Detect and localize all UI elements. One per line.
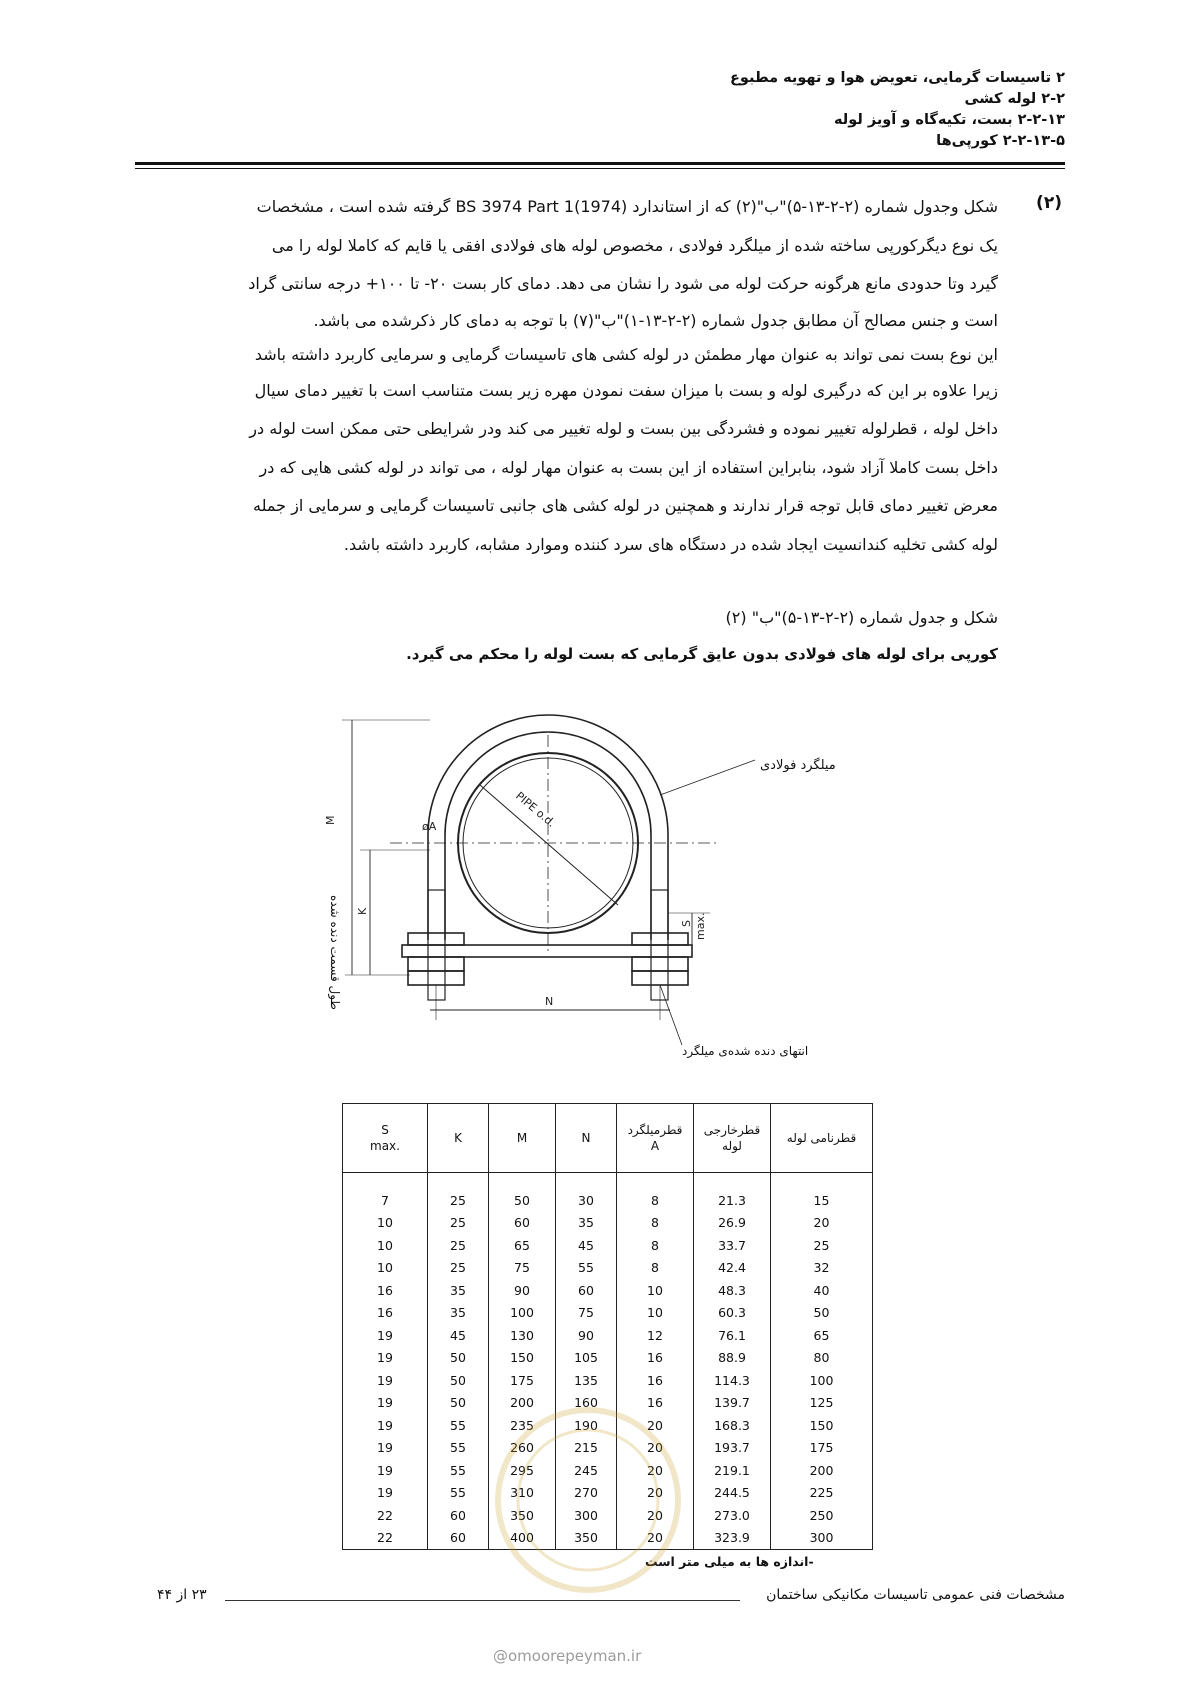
table-cell: 50 xyxy=(489,1189,556,1212)
header-line-4: ۲-۲-۱۳-۵ کورپی‌ها xyxy=(936,133,1065,149)
table-cell: 33.7 xyxy=(694,1234,771,1257)
body-line: است و جنس مصالح آن مطابق جدول شماره (۲-۲-۱۳-۱)"ب"(۷) با توجه به دمای کار ذکرشده می باشد. xyxy=(313,310,998,330)
body-line: معرض تغییر دمای قابل توجه قرار ندارند و همچنین در لوله کشی های جانبی تاسیسات گرمایی و سرمایی از جمله xyxy=(253,496,998,515)
table-cell: 16 xyxy=(343,1279,428,1302)
dim-n-label: N xyxy=(545,995,554,1008)
table-cell: 50 xyxy=(428,1347,489,1370)
table-cell: 20 xyxy=(617,1414,694,1437)
table-cell: 75 xyxy=(489,1257,556,1280)
table-cell: 55 xyxy=(428,1437,489,1460)
col-nominal: قطرنامی لوله xyxy=(771,1104,873,1173)
header-rule-thin xyxy=(135,168,1065,169)
table-cell: 22 xyxy=(343,1527,428,1550)
table-cell: 35 xyxy=(428,1279,489,1302)
dim-a-label: øA xyxy=(422,820,437,833)
page-header xyxy=(730,68,1065,152)
table-cell: 25 xyxy=(428,1234,489,1257)
table-cell: 215 xyxy=(556,1437,617,1460)
table-cell: 16 xyxy=(617,1369,694,1392)
u-bolt-drawing xyxy=(324,715,780,1100)
table-cell: 40 xyxy=(771,1279,873,1302)
table-cell: 350 xyxy=(489,1504,556,1527)
table-cell: 175 xyxy=(489,1369,556,1392)
table-cell: 22 xyxy=(343,1504,428,1527)
table-cell: 50 xyxy=(771,1302,873,1325)
footer-title: مشخصات فنی عمومی تاسیسات مکانیکی ساختمان xyxy=(766,1587,1065,1603)
table-cell: 323.9 xyxy=(694,1527,771,1550)
col-a: قطرمیلگرد A xyxy=(617,1104,694,1173)
table-cell: 20 xyxy=(617,1437,694,1460)
table-cell: 45 xyxy=(428,1324,489,1347)
table-cell: 60 xyxy=(489,1212,556,1235)
body-line: شکل وجدول شماره (۲-۲-۱۳-۵)"ب"(۲) که از استاندارد (BS 3974 Part 1(1974 گرفته شده است ، مشخصات xyxy=(256,197,998,216)
table-cell: 55 xyxy=(428,1414,489,1437)
table-cell: 10 xyxy=(617,1279,694,1302)
table-cell: 250 xyxy=(771,1504,873,1527)
table-cell: 193.7 xyxy=(694,1437,771,1460)
header-line-1: ۲ تاسیسات گرمایی، تعویض هوا و تهویه مطبوع xyxy=(730,70,1065,86)
table-cell: 48.3 xyxy=(694,1279,771,1302)
table-cell: 19 xyxy=(343,1459,428,1482)
table-cell: 160 xyxy=(556,1392,617,1415)
table-cell: 50 xyxy=(428,1392,489,1415)
table-row xyxy=(343,1347,873,1370)
table-row xyxy=(343,1279,873,1302)
table-cell: 310 xyxy=(489,1482,556,1505)
table-cell: 65 xyxy=(771,1324,873,1347)
table-cell: 19 xyxy=(343,1324,428,1347)
table-cell: 21.3 xyxy=(694,1189,771,1212)
figure-caption: شکل و جدول شماره (۲-۲-۱۳-۵)"ب" (۲) xyxy=(725,608,998,627)
table-cell: 76.1 xyxy=(694,1324,771,1347)
paragraph-number: (۲) xyxy=(1036,193,1062,213)
table-cell: 7 xyxy=(343,1189,428,1212)
col-od: قطرخارجی لوله xyxy=(694,1104,771,1173)
table-cell: 114.3 xyxy=(694,1369,771,1392)
table-cell: 35 xyxy=(428,1302,489,1325)
table-cell: 8 xyxy=(617,1257,694,1280)
table-cell: 19 xyxy=(343,1347,428,1370)
table-cell: 20 xyxy=(771,1212,873,1235)
table-cell: 19 xyxy=(343,1437,428,1460)
table-cell: 60.3 xyxy=(694,1302,771,1325)
table-cell: 75 xyxy=(556,1302,617,1325)
seal-watermark xyxy=(488,1400,688,1600)
table-cell: 20 xyxy=(617,1527,694,1550)
table-cell: 90 xyxy=(489,1279,556,1302)
table-cell: 42.4 xyxy=(694,1257,771,1280)
table-cell: 16 xyxy=(343,1302,428,1325)
table-cell: 8 xyxy=(617,1234,694,1257)
table-cell: 16 xyxy=(617,1392,694,1415)
table-cell: 175 xyxy=(771,1437,873,1460)
dim-k-label: K xyxy=(356,907,369,915)
table-cell: 55 xyxy=(428,1482,489,1505)
table-cell: 219.1 xyxy=(694,1459,771,1482)
table-cell: 168.3 xyxy=(694,1414,771,1437)
body-line: این نوع بست نمی تواند به عنوان مهار مطمئن در لوله کشی های تاسیسات گرمایی و سرمایی کاربرد داشته باشد xyxy=(254,344,998,364)
table-cell: 295 xyxy=(489,1459,556,1482)
figure-subtitle: کورپی برای لوله های فولادی بدون عایق گرمایی که بست لوله را محکم می گیرد. xyxy=(406,645,998,663)
body-line: زیرا علاوه بر این که درگیری لوله و بست با میزان سفت نمودن مهره زیر بست متناسب است با تغییر دمای سیال xyxy=(254,380,998,400)
table-cell: 26.9 xyxy=(694,1212,771,1235)
table-cell: 60 xyxy=(428,1527,489,1550)
table-cell: 270 xyxy=(556,1482,617,1505)
table-row xyxy=(343,1189,873,1212)
table-cell: 200 xyxy=(771,1459,873,1482)
table-cell: 245 xyxy=(556,1459,617,1482)
table-cell: 25 xyxy=(771,1234,873,1257)
table-cell: 100 xyxy=(489,1302,556,1325)
table-cell: 150 xyxy=(489,1347,556,1370)
table-cell: 32 xyxy=(771,1257,873,1280)
table-cell: 8 xyxy=(617,1212,694,1235)
table-cell: 10 xyxy=(617,1302,694,1325)
dim-max-label: max. xyxy=(694,912,707,940)
table-cell: 45 xyxy=(556,1234,617,1257)
col-s: S max. xyxy=(343,1104,428,1173)
footer-page-number: ۲۳ از ۴۴ xyxy=(157,1587,207,1603)
table-cell: 300 xyxy=(556,1504,617,1527)
table-cell: 55 xyxy=(428,1459,489,1482)
table-row xyxy=(343,1302,873,1325)
footer-rule xyxy=(225,1600,740,1601)
table-cell: 10 xyxy=(343,1234,428,1257)
table-cell: 273.0 xyxy=(694,1504,771,1527)
table-cell: 60 xyxy=(428,1504,489,1527)
table-cell: 135 xyxy=(556,1369,617,1392)
unit-note: -اندازه ها به میلی متر است xyxy=(645,1554,814,1569)
table-cell: 19 xyxy=(343,1414,428,1437)
table-cell: 90 xyxy=(556,1324,617,1347)
body-line: داخل بست کاملا آزاد شود، بنابراین استفاده از این بست به عنوان مهار لوله ، می تواند در لوله کشی هایی که در xyxy=(259,457,998,477)
table-cell: 65 xyxy=(489,1234,556,1257)
table-cell: 20 xyxy=(617,1459,694,1482)
table-cell: 200 xyxy=(489,1392,556,1415)
table-cell: 20 xyxy=(617,1504,694,1527)
table-cell: 20 xyxy=(617,1482,694,1505)
thread-end-label: انتهای دنده شده‌ی میلگرد xyxy=(682,1044,809,1058)
watermark-url: @omoorepeyman.ir xyxy=(493,1647,642,1665)
table-cell: 19 xyxy=(343,1392,428,1415)
table-row xyxy=(343,1212,873,1235)
table-cell: 244.5 xyxy=(694,1482,771,1505)
table-cell: 60 xyxy=(556,1279,617,1302)
table-cell: 350 xyxy=(556,1527,617,1550)
table-cell: 19 xyxy=(343,1482,428,1505)
body-line: گیرد وتا حدودی مانع هرگونه حرکت لوله می شود را نشان می دهد. دمای کار بست ۲۰- تا ۱۰۰+ درجه سانتی گراد xyxy=(248,274,998,293)
table-cell: 10 xyxy=(343,1257,428,1280)
table-row xyxy=(343,1324,873,1347)
header-rule-thick xyxy=(135,162,1065,165)
table-cell: 12 xyxy=(617,1324,694,1347)
table-cell: 400 xyxy=(489,1527,556,1550)
table-cell: 25 xyxy=(428,1212,489,1235)
table-cell: 50 xyxy=(428,1369,489,1392)
body-line: یک نوع دیگرکورپی ساخته شده از میلگرد فولادی ، مخصوص لوله های فولادی افقی یا قایم که کاملا لوله را می xyxy=(271,235,998,255)
table-cell: 55 xyxy=(556,1257,617,1280)
table-cell: 16 xyxy=(617,1347,694,1370)
header-line-2: ۲-۲ لوله کشی xyxy=(964,91,1065,107)
steel-rod-label: میلگرد فولادی xyxy=(760,758,836,773)
table-cell: 190 xyxy=(556,1414,617,1437)
table-cell: 88.9 xyxy=(694,1347,771,1370)
body-line: لوله کشی تخلیه کندانسیت ایجاد شده در دستگاه های سرد کننده وموارد مشابه، کاربرد داشته باشد. xyxy=(343,534,998,554)
table-cell: 130 xyxy=(489,1324,556,1347)
table-header-row xyxy=(343,1104,873,1173)
table-cell: 80 xyxy=(771,1347,873,1370)
col-m: M xyxy=(489,1104,556,1173)
dim-s-label: S xyxy=(680,920,693,927)
table-cell: 15 xyxy=(771,1189,873,1212)
col-k: K xyxy=(428,1104,489,1173)
table-row xyxy=(343,1257,873,1280)
table-cell: 105 xyxy=(556,1347,617,1370)
table-cell: 300 xyxy=(771,1527,873,1550)
body-text xyxy=(137,188,998,564)
table-cell: 30 xyxy=(556,1189,617,1212)
table-cell: 235 xyxy=(489,1414,556,1437)
table-cell: 100 xyxy=(771,1369,873,1392)
table-cell: 10 xyxy=(343,1212,428,1235)
table-cell: 8 xyxy=(617,1189,694,1212)
table-cell: 150 xyxy=(771,1414,873,1437)
table-cell: 125 xyxy=(771,1392,873,1415)
col-n: N xyxy=(556,1104,617,1173)
dim-m-label: M xyxy=(324,815,337,825)
table-cell: 225 xyxy=(771,1482,873,1505)
table-row xyxy=(343,1234,873,1257)
pipe-od-label: PIPE o.d. xyxy=(513,789,558,830)
header-line-3: ۲-۲-۱۳ بست، تکیه‌گاه و آویز لوله xyxy=(834,112,1065,128)
table-cell: 19 xyxy=(343,1369,428,1392)
body-line: داخل لوله ، قطرلوله تغییر نموده و فشردگی بین بست و لوله تغییر می کند ودر شرایطی حتی ممکن است لوله در xyxy=(249,419,998,438)
thread-length-label: طول قسمت دنده شده xyxy=(328,895,342,1010)
table-cell: 25 xyxy=(428,1257,489,1280)
table-cell: 35 xyxy=(556,1212,617,1235)
table-cell: 260 xyxy=(489,1437,556,1460)
table-row xyxy=(343,1369,873,1392)
table-cell: 139.7 xyxy=(694,1392,771,1415)
table-cell: 25 xyxy=(428,1189,489,1212)
